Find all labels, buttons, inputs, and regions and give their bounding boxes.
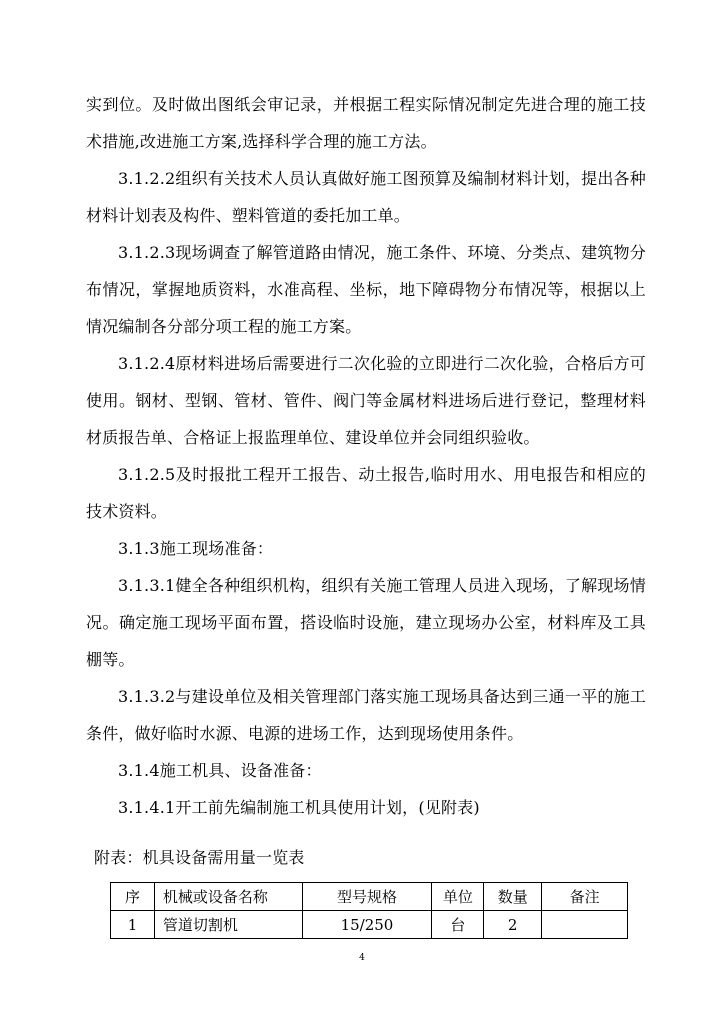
paragraph: 3.1.3.1健全各种组织机构，组织有关施工管理人员进入现场，了解现场情况。确定施工现场平面布置，搭设临时设施，建立现场办公室，材料库及工具棚等。 — [86, 576, 646, 669]
table-header-row — [111, 883, 628, 911]
table-cell: 15/250 — [302, 911, 432, 939]
section-heading: 3.1.4施工机具、设备准备： — [118, 761, 322, 780]
equipment-table — [110, 882, 628, 939]
paragraph: 3.1.4.1开工前先编制施工机具使用计划，(见附表) — [118, 798, 480, 817]
table-cell: 1 — [111, 911, 155, 939]
paragraph: 3.1.2.3现场调查了解管道路由情况，施工条件、环境、分类点、建筑物分布情况，掌握地质资料，水准高程、坐标，地下障碍物分布情况等，根据以上情况编制各分部分项工程的施工方案。 — [86, 243, 646, 336]
paragraph: 3.1.2.5及时报批工程开工报告、动土报告,临时用水、用电报告和相应的技术资料。 — [86, 465, 646, 521]
page-number: 4 — [359, 953, 365, 963]
table-cell: 2 — [484, 911, 542, 939]
table-cell: 管道切割机 — [154, 911, 302, 939]
table-cell: 台 — [432, 911, 484, 939]
column-header: 数量 — [484, 883, 542, 911]
column-header: 序 — [111, 883, 155, 911]
paragraph: 3.1.3.2与建设单位及相关管理部门落实施工现场具备达到三通一平的施工条件，做好临时水源、电源的进场工作，达到现场使用条件。 — [86, 687, 646, 743]
table-row — [111, 911, 628, 939]
column-header: 备注 — [542, 883, 628, 911]
paragraph: 3.1.2.2组织有关技术人员认真做好施工图预算及编制材料计划，提出各种材料计划表及构件、塑料管道的委托加工单。 — [86, 169, 646, 225]
body-text — [86, 86, 646, 826]
paragraph: 实到位。及时做出图纸会审记录，并根据工程实际情况制定先进合理的施工技术措施,改进施工方案,选择科学合理的施工方法。 — [86, 95, 646, 151]
table-caption: 附表：机具设备需用量一览表 — [94, 848, 305, 867]
column-header: 型号规格 — [302, 883, 432, 911]
table-cell — [542, 911, 628, 939]
paragraph: 3.1.2.4原材料进场后需要进行二次化验的立即进行二次化验，合格后方可使用。钢材、型钢、管材、管件、阀门等金属材料进场后进行登记，整理材料材质报告单、合格证上报监理单位、建设单位并会同组织验收。 — [86, 354, 646, 447]
section-heading: 3.1.3施工现场准备： — [118, 539, 274, 558]
column-header: 单位 — [432, 883, 484, 911]
column-header: 机械或设备名称 — [154, 883, 302, 911]
